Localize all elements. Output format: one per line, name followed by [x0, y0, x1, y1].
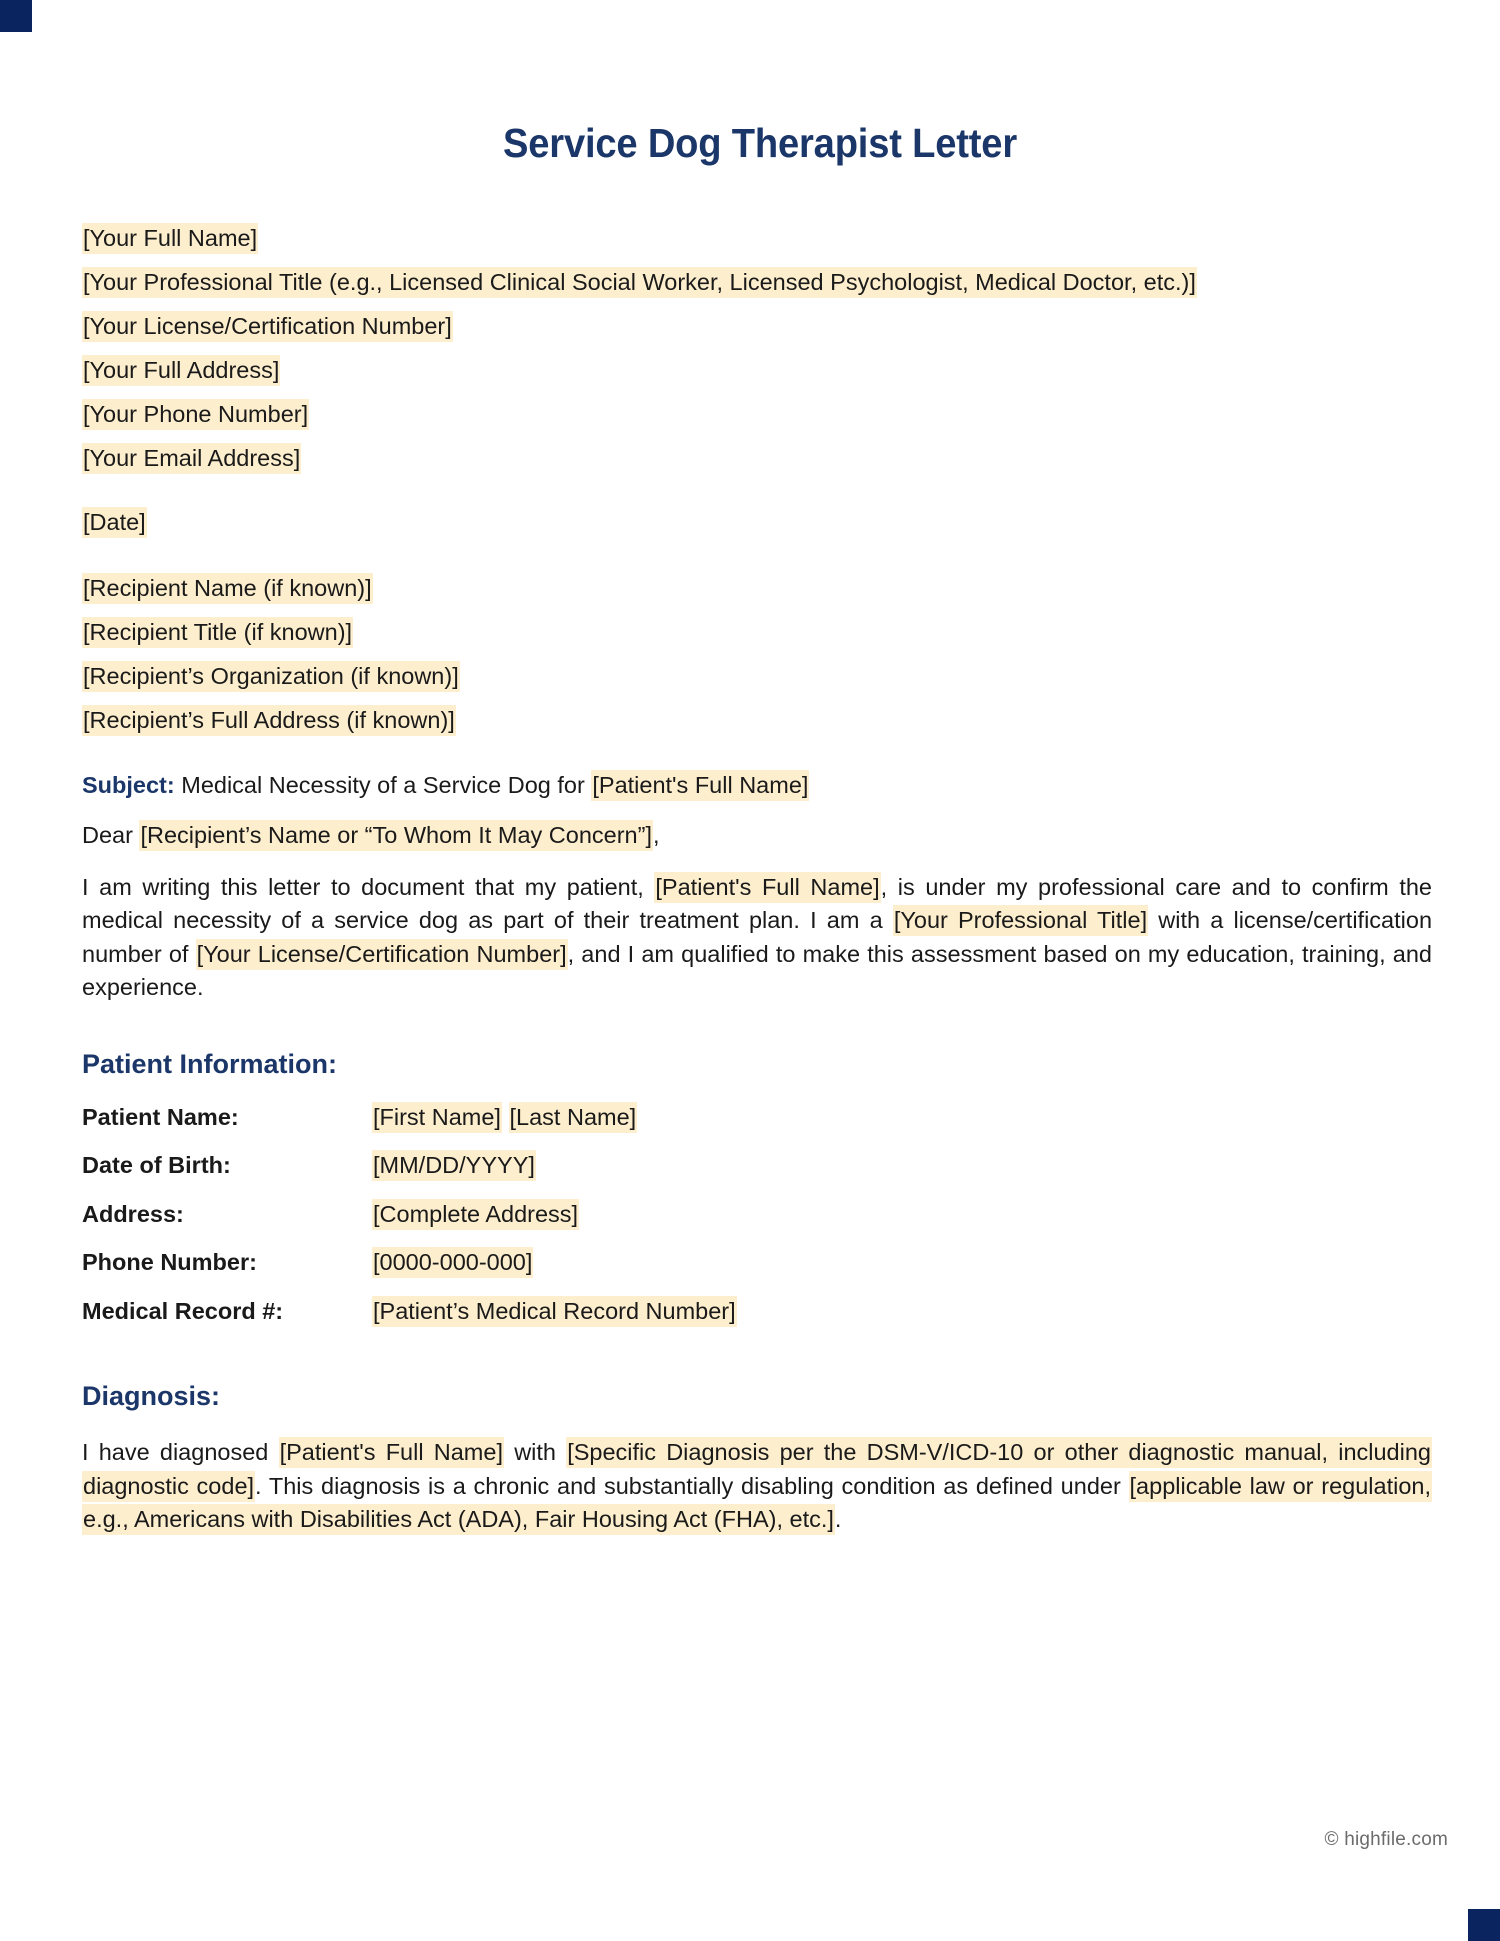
sender-address-line: [82, 359, 1438, 383]
footer-copyright: © highfile.com: [1324, 1829, 1448, 1850]
date-of-birth-label: Date of Birth:: [82, 1152, 231, 1179]
recipient-name-line: [82, 577, 1438, 601]
patient-last-name-field[interactable]: [Last Name]: [509, 1102, 638, 1133]
date-block: [82, 511, 1438, 535]
recipient-title-field[interactable]: [Recipient Title (if known)]: [82, 617, 353, 648]
recipient-organization-line: [82, 665, 1438, 689]
table-row: [82, 1300, 737, 1349]
intro-seg2: , is under my professional care and to confirm the medical necessity of a service dog as part of their treatment plan. I am a: [82, 873, 1432, 934]
date-of-birth-field[interactable]: [MM/DD/YYYY]: [372, 1150, 536, 1181]
recipient-address-line: [82, 709, 1438, 733]
recipient-address-field[interactable]: [Recipient’s Full Address (if known)]: [82, 705, 456, 736]
salutation-greeting: Dear: [82, 821, 133, 848]
address-value: [372, 1200, 737, 1252]
diagnosis-heading: Diagnosis:: [82, 1381, 221, 1412]
medical-record-value: [372, 1297, 737, 1349]
table-row: [82, 1251, 737, 1300]
patient-name-value: [372, 1103, 737, 1155]
salutation-line: [82, 823, 1438, 849]
intro-professional-title-field[interactable]: [Your Professional Title]: [893, 905, 1148, 936]
sender-professional-title-line: [82, 271, 1438, 295]
intro-seg1: I am writing this letter to document that my patient,: [82, 873, 644, 900]
medical-record-field[interactable]: [Patient’s Medical Record Number]: [372, 1296, 737, 1327]
phone-number-value: [372, 1251, 737, 1300]
phone-number-field[interactable]: [0000-000-000]: [372, 1247, 533, 1278]
letter-body: [82, 167, 1438, 1536]
table-row: [82, 1203, 737, 1252]
patient-name-label: Patient Name:: [82, 1103, 239, 1130]
table-row: [82, 1154, 737, 1203]
diagnosis-seg1: I have diagnosed: [82, 1439, 269, 1466]
date-line: [82, 511, 1438, 535]
page-title: Service Dog Therapist Letter: [503, 120, 1017, 166]
sender-email-field[interactable]: [Your Email Address]: [82, 443, 301, 474]
medical-record-label: Medical Record #:: [82, 1297, 284, 1324]
sender-license-number-line: [82, 315, 1438, 339]
salutation-recipient-field[interactable]: [Recipient’s Name or “To Whom It May Concern”]: [139, 820, 653, 851]
table-row: [82, 1106, 737, 1155]
diagnosis-seg3: . This diagnosis is a chronic and substantially disabling condition as defined under: [255, 1472, 1121, 1499]
sender-full-name-line: [82, 227, 1438, 251]
sender-phone-line: [82, 403, 1438, 427]
subject-label: Subject:: [82, 772, 175, 799]
sender-address-field[interactable]: [Your Full Address]: [82, 355, 280, 386]
patient-information-heading: Patient Information:: [82, 1049, 337, 1080]
diagnosis-specific-field[interactable]: [Specific Diagnosis per the DSM-V/ICD-10 or other diagnostic manual, including diagnostic code]: [82, 1437, 1432, 1501]
sender-email-line: [82, 447, 1438, 471]
diagnosis-seg4: .: [834, 1505, 842, 1532]
intro-paragraph: [82, 871, 1432, 1004]
intro-seg4: , and I am qualified to make this assessment based on my education, training, and experience.: [82, 940, 1432, 1000]
sender-block: [82, 227, 1438, 471]
intro-patient-name-field[interactable]: [Patient's Full Name]: [654, 872, 880, 903]
recipient-name-field[interactable]: [Recipient Name (if known)]: [82, 573, 373, 604]
date-field[interactable]: [Date]: [82, 507, 147, 538]
recipient-block: [82, 577, 1438, 733]
diagnosis-patient-name-field[interactable]: [Patient's Full Name]: [279, 1437, 504, 1468]
spacer-after-sender: [82, 491, 1438, 511]
sender-license-number-field[interactable]: [Your License/Certification Number]: [82, 311, 453, 342]
corner-marker-bottom-right: [1468, 1909, 1500, 1941]
sender-professional-title-field[interactable]: [Your Professional Title (e.g., Licensed Clinical Social Worker, Licensed Psychologist, Medical Doctor, etc.)]: [82, 267, 1197, 298]
patient-first-name-field[interactable]: [First Name]: [372, 1102, 502, 1133]
subject-patient-name-field[interactable]: [Patient's Full Name]: [591, 770, 809, 801]
subject-text: Medical Necessity of a Service Dog for: [181, 772, 585, 799]
sender-full-name-field[interactable]: [Your Full Name]: [82, 223, 258, 254]
sender-phone-field[interactable]: [Your Phone Number]: [82, 399, 309, 430]
recipient-organization-field[interactable]: [Recipient’s Organization (if known)]: [82, 661, 460, 692]
diagnosis-seg2: with: [514, 1439, 556, 1466]
corner-marker-top-left: [0, 0, 32, 32]
phone-number-label: Phone Number:: [82, 1249, 257, 1276]
intro-license-number-field[interactable]: [Your License/Certification Number]: [196, 939, 568, 970]
patient-information-table: [82, 1103, 737, 1349]
date-of-birth-value: [372, 1154, 737, 1203]
diagnosis-applicable-law-field[interactable]: [applicable law or regulation, e.g., Americans with Disabilities Act (ADA), Fair Housing Act (FHA), etc.]: [82, 1471, 1432, 1535]
document-content: [82, 0, 1438, 1941]
diagnosis-paragraph: [82, 1436, 1432, 1536]
address-field[interactable]: [Complete Address]: [372, 1199, 579, 1230]
subject-line: [82, 773, 1438, 799]
salutation-comma: ,: [652, 821, 660, 848]
recipient-title-line: [82, 621, 1438, 645]
intro-seg3: with a license/certification number of: [82, 907, 1433, 967]
address-label: Address:: [82, 1200, 184, 1227]
